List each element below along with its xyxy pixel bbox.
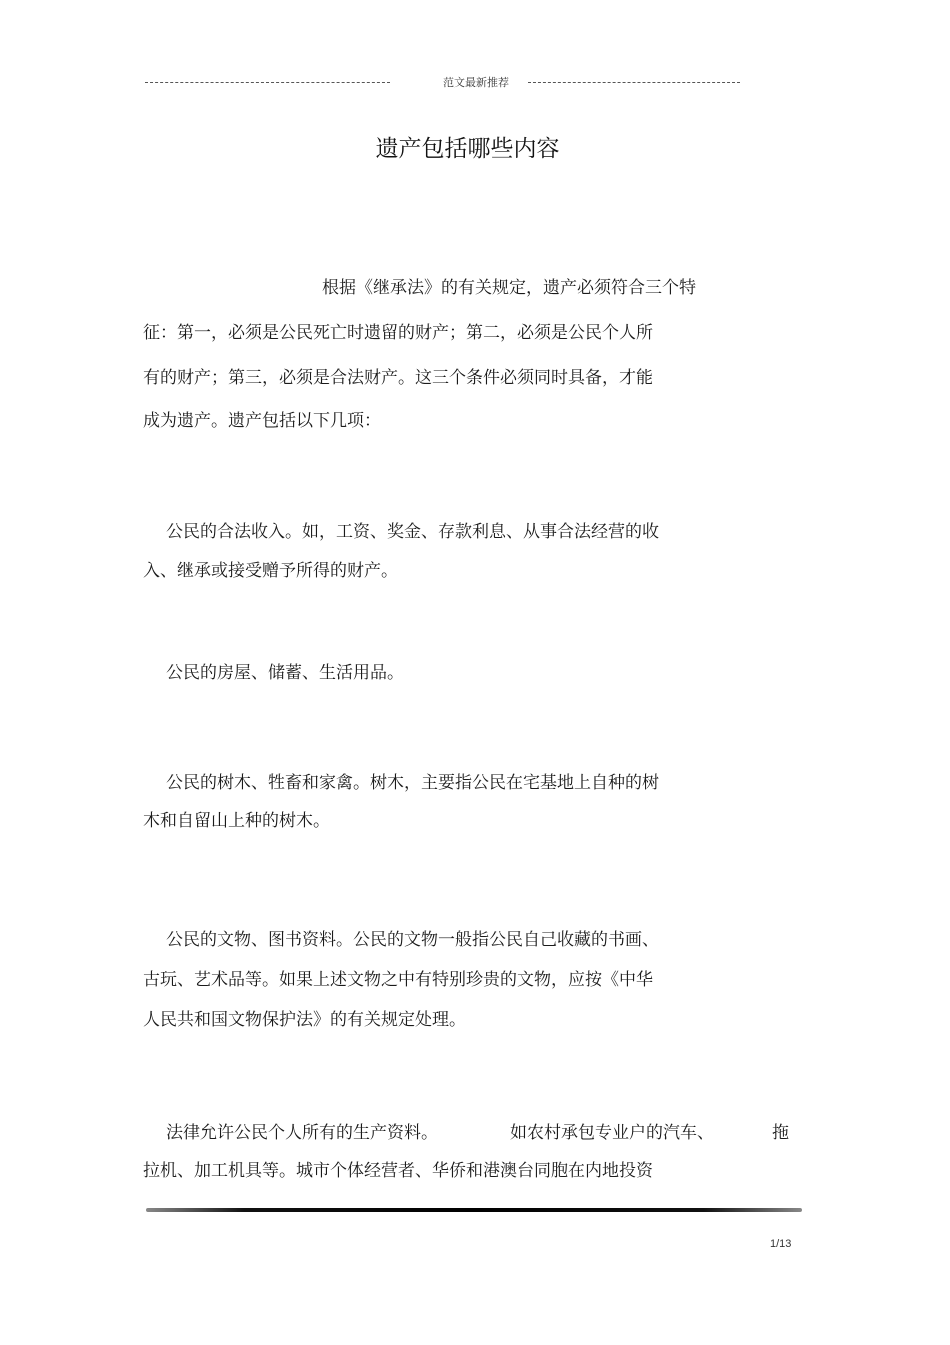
paragraph-6-line-2: 拉机、加工机具等。城市个体经营者、华侨和港澳台同胞在内地投资 [143,1161,653,1181]
paragraph-1-line-3: 有的财产；第三，必须是合法财产。这三个条件必须同时具备，才能 [143,368,653,388]
paragraph-6-line-1a: 法律允许公民个人所有的生产资料。 [166,1123,438,1143]
paragraph-1-line-1: 根据《继承法》的有关规定，遗产必须符合三个特 [322,278,696,298]
paragraph-4-line-2: 木和自留山上种的树木。 [143,811,330,831]
paragraph-6-line-1b: 如农村承包专业户的汽车、 [510,1123,714,1143]
footer-rule [146,1208,802,1212]
paragraph-4-line-1: 公民的树木、牲畜和家禽。树木，主要指公民在宅基地上自种的树 [166,773,659,793]
header-dash-right [528,82,740,83]
paragraph-2-line-1: 公民的合法收入。如，工资、奖金、存款利息、从事合法经营的收 [166,522,659,542]
paragraph-2-line-2: 入、继承或接受赠予所得的财产。 [143,561,398,581]
page-number: 1/13 [770,1238,792,1250]
paragraph-1-line-4: 成为遗产。遗产包括以下几项： [143,411,381,431]
paragraph-5-line-1: 公民的文物、图书资料。公民的文物一般指公民自己收藏的书画、 [166,930,659,950]
page-header [145,74,740,90]
paragraph-6-line-1c: 拖 [772,1123,789,1143]
header-text: 范文最新推荐 [443,76,509,89]
paragraph-5-line-3: 人民共和国文物保护法》的有关规定处理。 [143,1010,466,1030]
header-dash-left [145,82,390,83]
paragraph-5-line-2: 古玩、艺术品等。如果上述文物之中有特别珍贵的文物，应按《中华 [143,970,653,990]
paragraph-1-line-2: 征：第一，必须是公民死亡时遗留的财产；第二，必须是公民个人所 [143,323,653,343]
document-title: 遗产包括哪些内容 [375,136,560,162]
paragraph-3-line-1: 公民的房屋、储蓄、生活用品。 [166,663,404,683]
